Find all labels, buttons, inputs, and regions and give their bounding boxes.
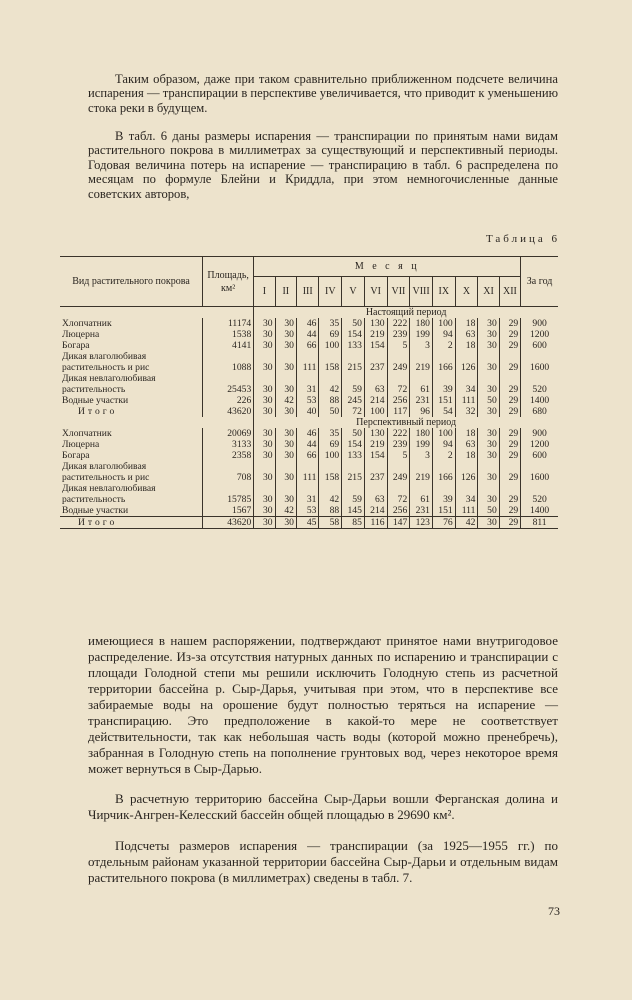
month-value-8: 231 (410, 505, 433, 517)
month-value-6: 154 (364, 450, 387, 461)
month-value-3: 46 (296, 428, 319, 439)
row-name: Хлопчатник (62, 428, 112, 439)
month-value-10: 63 (455, 329, 478, 340)
col-header-vegetation: Вид растительного покрова (60, 257, 203, 307)
month-value-4: 35 (319, 318, 342, 329)
month-value-9: 166 (432, 461, 455, 483)
col-header-month: М е с я ц (254, 257, 521, 277)
month-value-4: 69 (319, 439, 342, 450)
month-value-1: 30 (254, 329, 275, 340)
month-value-7: 249 (387, 461, 410, 483)
month-value-9: 94 (432, 439, 455, 450)
month-value-3: 45 (296, 517, 319, 529)
row-area: 3133 (203, 439, 254, 450)
row-area: 43620 (203, 517, 254, 529)
month-value-6: 63 (364, 483, 387, 505)
month-value-4: 88 (319, 505, 342, 517)
month-value-7: 5 (387, 450, 410, 461)
month-value-7: 72 (387, 483, 410, 505)
month-value-7: 5 (387, 340, 410, 351)
month-value-11: 30 (478, 450, 499, 461)
month-value-9: 2 (432, 450, 455, 461)
month-value-1: 30 (254, 517, 275, 529)
row-total: 1200 (521, 329, 558, 340)
table-row (60, 428, 558, 439)
row-name: Дикая влаголюбивая растительность и рис (62, 351, 150, 373)
month-value-8: 219 (410, 461, 433, 483)
month-value-3: 44 (296, 329, 319, 340)
row-area: 15785 (203, 483, 254, 505)
month-value-7: 147 (387, 517, 410, 529)
section-title: Настоящий период (365, 307, 447, 318)
month-header-4: IV (319, 277, 342, 307)
month-value-10: 126 (455, 351, 478, 373)
month-value-2: 30 (275, 406, 296, 417)
section-title-blank (60, 417, 254, 428)
month-value-8: 199 (410, 329, 433, 340)
month-value-8: 180 (410, 428, 433, 439)
evaporation-table (60, 256, 558, 529)
month-value-9: 39 (432, 373, 455, 395)
table-row (60, 483, 558, 505)
month-value-9: 39 (432, 483, 455, 505)
month-value-5: 133 (342, 340, 365, 351)
row-total: 1400 (521, 395, 558, 406)
month-value-11: 30 (478, 318, 499, 329)
month-value-8: 199 (410, 439, 433, 450)
month-value-5: 50 (342, 428, 365, 439)
month-value-3: 31 (296, 373, 319, 395)
month-value-1: 30 (254, 505, 275, 517)
month-value-1: 30 (254, 428, 275, 439)
month-value-8: 219 (410, 351, 433, 373)
month-value-4: 42 (319, 483, 342, 505)
month-value-1: 30 (254, 406, 275, 417)
table-row (60, 318, 558, 329)
month-value-2: 30 (275, 517, 296, 529)
row-name: Итого (78, 406, 118, 417)
table-row (60, 329, 558, 340)
month-value-5: 72 (342, 406, 365, 417)
month-value-10: 126 (455, 461, 478, 483)
month-value-4: 42 (319, 373, 342, 395)
month-value-3: 40 (296, 406, 319, 417)
month-value-10: 111 (455, 395, 478, 406)
month-value-5: 59 (342, 373, 365, 395)
month-value-6: 237 (364, 351, 387, 373)
month-value-9: 54 (432, 406, 455, 417)
month-value-11: 50 (478, 395, 499, 406)
table-row (60, 406, 558, 417)
month-value-1: 30 (254, 351, 275, 373)
month-value-9: 100 (432, 428, 455, 439)
month-value-10: 111 (455, 505, 478, 517)
month-value-5: 145 (342, 505, 365, 517)
month-header-2: II (275, 277, 296, 307)
row-total: 1600 (521, 461, 558, 483)
total-row (60, 517, 558, 529)
month-value-11: 30 (478, 428, 499, 439)
month-value-8: 3 (410, 340, 433, 351)
month-value-8: 96 (410, 406, 433, 417)
month-value-10: 42 (455, 517, 478, 529)
month-value-12: 29 (499, 318, 520, 329)
month-value-5: 50 (342, 318, 365, 329)
row-area: 20069 (203, 428, 254, 439)
month-value-8: 61 (410, 483, 433, 505)
month-value-11: 30 (478, 439, 499, 450)
month-value-4: 158 (319, 461, 342, 483)
month-value-12: 29 (499, 373, 520, 395)
row-name: Богара (62, 340, 90, 351)
month-value-12: 29 (499, 517, 520, 529)
month-value-4: 69 (319, 329, 342, 340)
month-value-12: 29 (499, 483, 520, 505)
month-value-4: 158 (319, 351, 342, 373)
month-value-10: 32 (455, 406, 478, 417)
month-value-7: 239 (387, 329, 410, 340)
month-value-3: 53 (296, 395, 319, 406)
month-value-3: 46 (296, 318, 319, 329)
month-value-6: 130 (364, 318, 387, 329)
row-total: 1600 (521, 351, 558, 373)
table-row (60, 373, 558, 395)
row-total: 900 (521, 428, 558, 439)
col-header-area: Площадь, км² (203, 257, 254, 307)
row-total: 520 (521, 373, 558, 395)
month-value-3: 111 (296, 461, 319, 483)
month-value-12: 29 (499, 439, 520, 450)
row-name: Люцерна (62, 439, 100, 450)
month-value-7: 222 (387, 318, 410, 329)
month-header-10: X (455, 277, 478, 307)
table-row (60, 439, 558, 450)
table-body (60, 307, 558, 529)
month-value-11: 30 (478, 351, 499, 373)
month-value-8: 180 (410, 318, 433, 329)
month-value-12: 29 (499, 505, 520, 517)
month-value-8: 3 (410, 450, 433, 461)
month-value-7: 117 (387, 406, 410, 417)
month-header-7: VII (387, 277, 410, 307)
month-value-12: 29 (499, 329, 520, 340)
month-value-10: 18 (455, 340, 478, 351)
row-name: Дикая невлаголюбивая растительность (62, 483, 156, 505)
row-area: 1088 (203, 351, 254, 373)
month-value-9: 100 (432, 318, 455, 329)
month-value-5: 154 (342, 439, 365, 450)
month-value-8: 61 (410, 373, 433, 395)
month-value-2: 30 (275, 329, 296, 340)
month-value-3: 111 (296, 351, 319, 373)
month-value-6: 219 (364, 439, 387, 450)
paragraph-intro: Таким образом, даже при таком сравнительно приближенном подсчете величина испарения — транспирации в перспективе увеличивается, что приводит к уменьшению стока реки в будущем. (88, 72, 559, 115)
month-value-3: 44 (296, 439, 319, 450)
table-label: Таблица 6 (485, 233, 560, 245)
month-header-6: VI (364, 277, 387, 307)
month-value-2: 30 (275, 373, 296, 395)
row-area: 4141 (203, 340, 254, 351)
month-value-11: 30 (478, 373, 499, 395)
month-value-1: 30 (254, 439, 275, 450)
month-value-1: 30 (254, 395, 275, 406)
row-total: 520 (521, 483, 558, 505)
month-value-4: 50 (319, 406, 342, 417)
row-name: Хлопчатник (62, 318, 112, 329)
month-value-3: 66 (296, 340, 319, 351)
section-title-row (60, 417, 558, 428)
row-total: 811 (521, 517, 558, 529)
row-area: 1567 (203, 505, 254, 517)
row-area: 226 (203, 395, 254, 406)
month-header-9: IX (432, 277, 455, 307)
row-area: 708 (203, 461, 254, 483)
month-value-11: 30 (478, 340, 499, 351)
month-value-12: 29 (499, 395, 520, 406)
month-value-5: 133 (342, 450, 365, 461)
month-value-11: 30 (478, 406, 499, 417)
month-value-9: 2 (432, 340, 455, 351)
row-area: 43620 (203, 406, 254, 417)
month-value-7: 256 (387, 505, 410, 517)
table-row (60, 351, 558, 373)
month-value-5: 85 (342, 517, 365, 529)
paragraph-golodnaya-steppe: имеющиеся в нашем распоряжении, подтверждают принятое нами внутригодовое распределение. Из-за отсутствия натурных данных по испарению и транспирации с площади Голодной степи мы решили исключить Голодную степь из расчетной территории бассейна р. Сыр-Дарья, учитывая при этом, что в перспективе все забираемые воды на орошение будут полностью теряться на испарение — транспирацию. Это предположение в какой-то мере не соответствует действительности, так как небольшая часть воды (которой можно пренебречь), забранная в Голодную степь на пополнение грунтовых вод, через некоторое время может вернуться в Сыр-Дарью. (88, 633, 558, 776)
month-header-11: XI (478, 277, 499, 307)
month-value-2: 30 (275, 351, 296, 373)
table-row (60, 461, 558, 483)
paragraph-table7-reference: Подсчеты размеров испарения — транспирации (за 1925—1955 гг.) по отдельным районам указанной территории бассейна Сыр-Дарьи и отдельным видам растительного покрова (в миллиметрах) сведены в табл. 7. (88, 838, 558, 885)
month-header-1: I (254, 277, 275, 307)
row-total: 1200 (521, 439, 558, 450)
month-value-11: 30 (478, 483, 499, 505)
row-name: Итого (60, 517, 203, 529)
table-row (60, 340, 558, 351)
row-total: 900 (521, 318, 558, 329)
month-value-1: 30 (254, 373, 275, 395)
row-name: Водные участки (62, 395, 129, 406)
section-title-blank (60, 307, 254, 319)
month-value-2: 30 (275, 318, 296, 329)
row-total: 680 (521, 406, 558, 417)
month-value-6: 237 (364, 461, 387, 483)
month-value-4: 88 (319, 395, 342, 406)
month-value-3: 53 (296, 505, 319, 517)
month-value-11: 30 (478, 461, 499, 483)
month-value-2: 30 (275, 483, 296, 505)
month-value-1: 30 (254, 461, 275, 483)
month-value-9: 76 (432, 517, 455, 529)
month-value-10: 34 (455, 373, 478, 395)
month-value-1: 30 (254, 450, 275, 461)
month-value-10: 63 (455, 439, 478, 450)
section-title-row (60, 307, 558, 319)
row-area: 1538 (203, 329, 254, 340)
month-value-2: 30 (275, 439, 296, 450)
month-value-6: 100 (364, 406, 387, 417)
month-value-11: 30 (478, 517, 499, 529)
month-value-6: 130 (364, 428, 387, 439)
month-value-12: 29 (499, 461, 520, 483)
row-total: 600 (521, 450, 558, 461)
month-value-11: 30 (478, 329, 499, 340)
month-value-2: 30 (275, 340, 296, 351)
month-value-1: 30 (254, 483, 275, 505)
paragraph-table-description: В табл. 6 даны размеры испарения — транспирации по принятым нами видам растительного покрова в миллиметрах за существующий и перспективный периоды. Годовая величина потерь на испарение — транспирацию в табл. 6 распределена по месяцам по формуле Блейни и Криддла, при этом немногочисленные данные советских авторов, (88, 129, 558, 201)
month-value-7: 256 (387, 395, 410, 406)
month-value-10: 34 (455, 483, 478, 505)
row-name: Богара (62, 450, 90, 461)
month-value-11: 50 (478, 505, 499, 517)
month-header-8: VIII (410, 277, 433, 307)
month-value-9: 151 (432, 395, 455, 406)
month-value-12: 29 (499, 406, 520, 417)
month-value-2: 42 (275, 505, 296, 517)
month-value-6: 214 (364, 395, 387, 406)
month-value-4: 100 (319, 450, 342, 461)
month-value-3: 31 (296, 483, 319, 505)
row-area: 11174 (203, 318, 254, 329)
month-value-4: 100 (319, 340, 342, 351)
row-total: 600 (521, 340, 558, 351)
row-total: 1400 (521, 505, 558, 517)
month-value-6: 154 (364, 340, 387, 351)
month-value-9: 166 (432, 351, 455, 373)
month-value-1: 30 (254, 318, 275, 329)
month-value-2: 30 (275, 461, 296, 483)
paragraph-basin-area: В расчетную территорию бассейна Сыр-Дарьи вошли Ферганская долина и Чирчик-Ангрен-Келесский бассейн общей площадью в 29690 км². (88, 791, 558, 822)
month-value-5: 245 (342, 395, 365, 406)
month-value-6: 214 (364, 505, 387, 517)
month-value-5: 154 (342, 329, 365, 340)
page-number: 73 (548, 904, 560, 918)
table-row (60, 505, 558, 517)
month-value-12: 29 (499, 351, 520, 373)
month-value-7: 249 (387, 351, 410, 373)
month-value-9: 151 (432, 505, 455, 517)
table-row (60, 395, 558, 406)
row-name: Дикая влаголюбивая растительность и рис (62, 461, 150, 483)
month-value-12: 29 (499, 340, 520, 351)
month-value-12: 29 (499, 428, 520, 439)
month-value-7: 222 (387, 428, 410, 439)
month-value-12: 29 (499, 450, 520, 461)
month-value-1: 30 (254, 340, 275, 351)
row-name: Дикая невлаголюбивая растительность (62, 373, 156, 395)
month-value-6: 116 (364, 517, 387, 529)
row-name: Люцерна (62, 329, 100, 340)
table-row (60, 450, 558, 461)
month-value-10: 18 (455, 428, 478, 439)
month-value-8: 231 (410, 395, 433, 406)
month-value-5: 59 (342, 483, 365, 505)
month-value-10: 18 (455, 318, 478, 329)
month-value-8: 123 (410, 517, 433, 529)
month-value-4: 35 (319, 428, 342, 439)
month-value-3: 66 (296, 450, 319, 461)
month-value-9: 94 (432, 329, 455, 340)
month-value-5: 215 (342, 461, 365, 483)
month-header-12: XII (499, 277, 520, 307)
row-name: Водные участки (62, 505, 129, 516)
month-value-6: 63 (364, 373, 387, 395)
month-value-2: 30 (275, 450, 296, 461)
section-title: Перспективный период (356, 417, 457, 428)
month-header-3: III (296, 277, 319, 307)
month-value-5: 215 (342, 351, 365, 373)
month-value-7: 239 (387, 439, 410, 450)
col-header-year: За год (521, 257, 558, 307)
row-area: 2358 (203, 450, 254, 461)
month-value-6: 219 (364, 329, 387, 340)
month-value-2: 30 (275, 428, 296, 439)
month-value-2: 42 (275, 395, 296, 406)
month-header-5: V (342, 277, 365, 307)
month-value-7: 72 (387, 373, 410, 395)
month-value-10: 18 (455, 450, 478, 461)
row-area: 25453 (203, 373, 254, 395)
month-value-4: 58 (319, 517, 342, 529)
